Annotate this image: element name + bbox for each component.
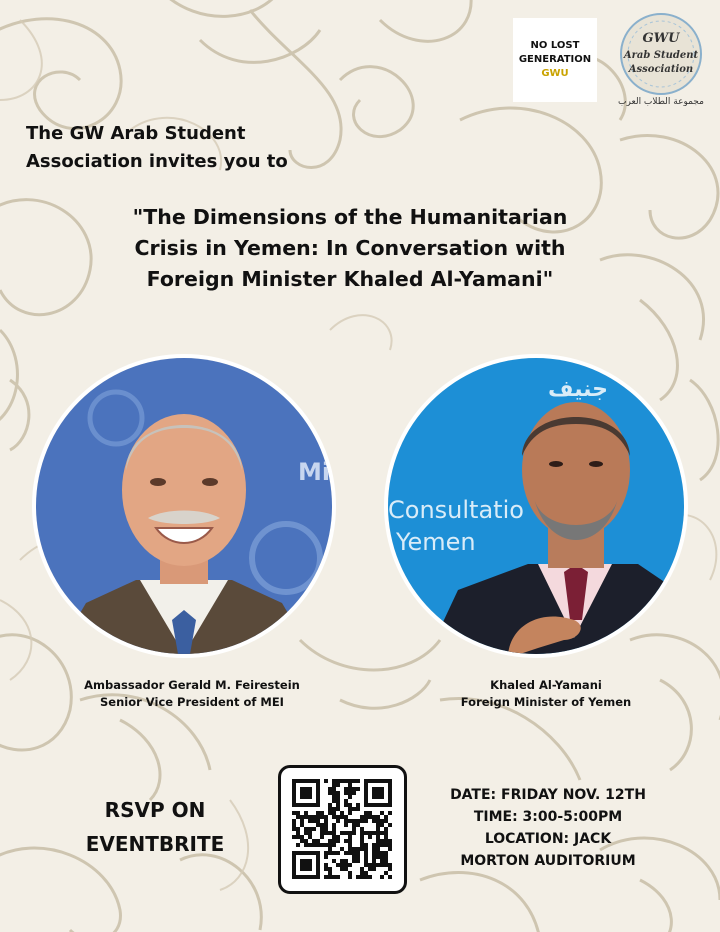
seal-arabic-text: مجموعة الطلاب العرب xyxy=(618,97,704,106)
speaker-photo-al-yamani xyxy=(384,354,688,658)
qr-code[interactable] xyxy=(278,765,407,894)
qr-code-icon xyxy=(281,768,404,891)
event-location-line-1: LOCATION: JACK xyxy=(484,831,612,847)
backdrop-text: Mi xyxy=(298,458,331,486)
event-title xyxy=(60,202,640,295)
event-location-line-2: MORTON AUDITORIUM xyxy=(460,853,636,869)
title-line-3: Foreign Minister Khaled Al-Yamani" xyxy=(146,267,554,291)
event-details xyxy=(442,784,654,872)
rsvp-line-1: RSVP ON xyxy=(104,798,206,822)
backdrop-text-1: Consultatio xyxy=(388,496,524,524)
seal-text-1: GWU xyxy=(642,31,680,46)
no-lost-generation-logo xyxy=(513,18,597,102)
rsvp-line-2: EVENTBRITE xyxy=(85,832,225,856)
title-line-1: "The Dimensions of the Humanitarian xyxy=(132,205,568,229)
event-time: TIME: 3:00-5:00PM xyxy=(473,809,623,825)
speaker-photo-feirestein xyxy=(32,354,336,658)
backdrop-arabic: جنيف xyxy=(548,377,609,402)
arab-student-association-logo xyxy=(612,8,710,106)
intro-line-2: Association invites you to xyxy=(26,151,288,172)
backdrop-text-2: Yemen xyxy=(396,528,476,556)
speaker-name: Khaled Al-Yamani xyxy=(490,678,602,692)
seal-text-3: Association xyxy=(628,64,694,75)
association-seal-icon xyxy=(612,8,710,106)
event-date: DATE: FRIDAY NOV. 12TH xyxy=(450,787,646,803)
speaker-role: Senior Vice President of MEI xyxy=(100,695,284,709)
speaker-caption-feirestein xyxy=(60,677,324,711)
speaker-name: Ambassador Gerald M. Feirestein xyxy=(84,678,300,692)
title-line-2: Crisis in Yemen: In Conversation with xyxy=(134,236,566,260)
rsvp-text xyxy=(60,793,250,861)
speaker-role: Foreign Minister of Yemen xyxy=(460,695,632,709)
speaker-caption-al-yamani xyxy=(416,677,676,711)
intro-line-1: The GW Arab Student xyxy=(26,123,246,144)
logo-line-1: NO LOST xyxy=(530,40,580,51)
logo-line-3: GWU xyxy=(541,68,569,79)
logo-line-2: GENERATION xyxy=(518,54,592,65)
portrait-illustration xyxy=(388,358,684,654)
portrait-illustration xyxy=(36,358,332,654)
intro-text xyxy=(26,120,346,176)
seal-text-2: Arab Student xyxy=(623,50,699,61)
